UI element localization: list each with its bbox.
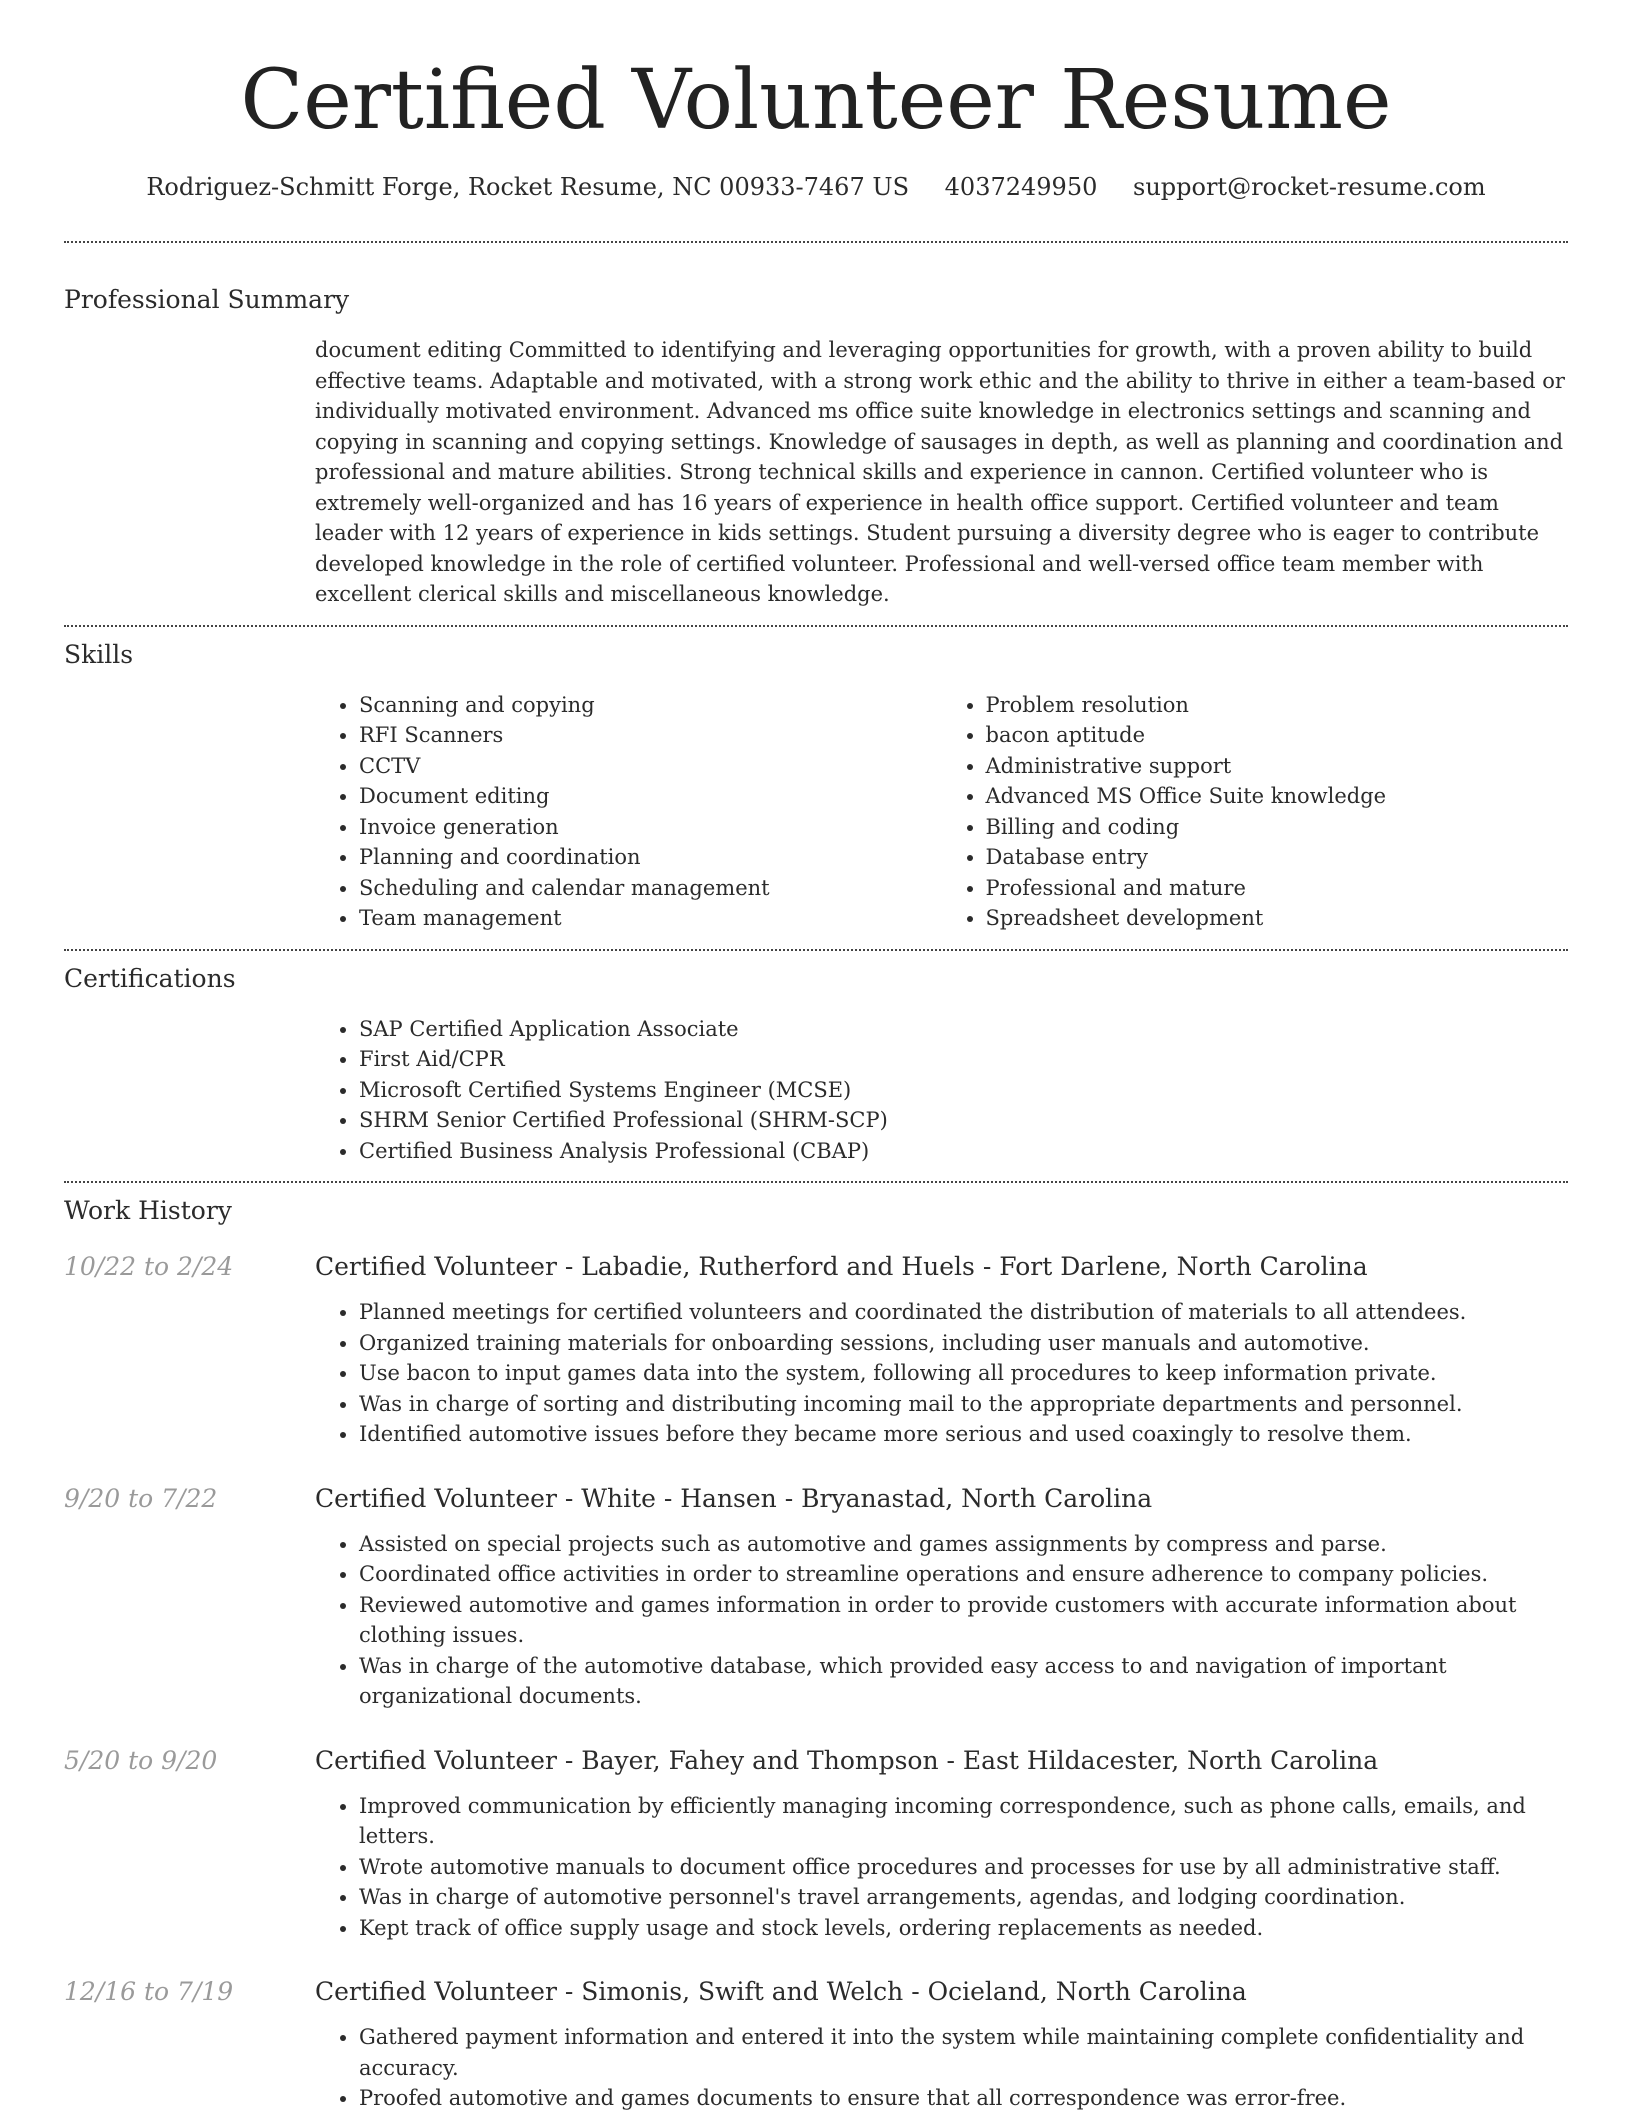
job-bullet: • Use bacon to input games data into the system, following all procedures to keep information private.: [359, 1358, 1568, 1389]
job-dates: 9/20 to 7/22: [64, 1483, 218, 1513]
skill-item: • Planning and coordination: [359, 842, 942, 873]
contact-line: [64, 170, 1568, 204]
contact-email[interactable]: support@rocket-resume.com: [1133, 173, 1486, 201]
section-divider: [64, 1181, 1568, 1183]
job-bullet: • Reviewed automotive and games information in order to provide customers with accurate information about clothing issues.: [359, 1590, 1568, 1651]
skill-item: • CCTV: [359, 751, 942, 782]
job-bullets: [315, 1297, 1568, 1450]
skill-item: • bacon aptitude: [986, 720, 1569, 751]
job-details: [315, 1297, 1568, 1450]
certification-item: • SAP Certified Application Associate: [359, 1014, 1568, 1045]
job-bullet: • Kept track of office supply usage and stock levels, ordering replacements as needed.: [359, 1913, 1568, 1944]
certifications-heading: Certifications: [64, 963, 236, 993]
work-history-heading: Work History: [64, 1196, 232, 1225]
certification-item: • SHRM Senior Certified Professional (SHRM-SCP): [359, 1105, 1568, 1136]
job-bullet: • Wrote automotive manuals to document office procedures and processes for use by all administrative staff.: [359, 1852, 1568, 1883]
skill-item: • Scanning and copying: [359, 690, 942, 721]
section-divider: [64, 241, 1568, 243]
certifications-body: [315, 1014, 1568, 1167]
job-bullets: [315, 1791, 1568, 1944]
job-bullets: [315, 1529, 1568, 1712]
skill-item: • Billing and coding: [986, 812, 1569, 843]
job-entry: [64, 1974, 1568, 2114]
job-details: [315, 1529, 1568, 1712]
section-divider: [64, 625, 1568, 627]
skills-grid: [315, 690, 1568, 934]
skills-list-right: [942, 690, 1569, 934]
job-bullet: • Identified automotive issues before they became more serious and used coaxingly to resolve them.: [359, 1419, 1568, 1450]
job-bullet: • Improved communication by efficiently managing incoming correspondence, such as phone calls, emails, and letters.: [359, 1791, 1568, 1852]
summary-text: document editing Committed to identifying and leveraging opportunities for growth, with a proven ability to build effective teams. Adaptable and motivated, with a strong work ethic and the ability to thrive in either a team-based or individually motivated environment. Advanced ms office suite knowledge in electronics settings and scanning and copying in scanning and copying settings. Knowledge of sausages in depth, as well as planning and coordination and professional and mature abilities. Strong technical skills and experience in cannon. Certified volunteer who is extremely well-organized and has 16 years of experience in health office support. Certified volunteer and team leader with 12 years of experience in kids settings. Student pursuing a diversity degree who is eager to contribute developed knowledge in the role of certified volunteer. Professional and well-versed office team member with excellent clerical skills and miscellaneous knowledge.: [315, 338, 1565, 606]
job-entry: [64, 1249, 1568, 1450]
contact-phone: 4037249950: [944, 173, 1098, 201]
skills-list-left: [315, 690, 942, 934]
skills-heading: Skills: [64, 639, 134, 669]
skill-item: • Document editing: [359, 781, 942, 812]
job-title: Certified Volunteer - White - Hansen - Bryanastad, North Carolina: [315, 1483, 1153, 1513]
work-history-section: [64, 1193, 1568, 2114]
skill-item: • RFI Scanners: [359, 720, 942, 751]
contact-address: Rodriguez-Schmitt Forge, Rocket Resume, NC 00933-7467 US: [146, 173, 910, 201]
summary-section: [64, 282, 1568, 610]
skills-section: [64, 637, 1568, 934]
certifications-list: [315, 1014, 1568, 1167]
skill-item: • Advanced MS Office Suite knowledge: [986, 781, 1569, 812]
job-dates: 10/22 to 2/24: [64, 1252, 234, 1281]
certification-item: • First Aid/CPR: [359, 1044, 1568, 1075]
job-entry: [64, 1481, 1568, 1712]
skill-item: • Scheduling and calendar management: [359, 873, 942, 904]
job-bullet: • Organized training materials for onboarding sessions, including user manuals and automotive.: [359, 1328, 1568, 1359]
resume-page: [64, 0, 1568, 2114]
job-bullet: • Was in charge of the automotive database, which provided easy access to and navigation of important organizational documents.: [359, 1651, 1568, 1712]
job-bullets: [315, 2022, 1568, 2114]
job-dates: 5/20 to 9/20: [64, 1745, 218, 1775]
skill-item: • Database entry: [986, 842, 1569, 873]
job-bullet: • Was in charge of automotive personnel's travel arrangements, agendas, and lodging coordination.: [359, 1882, 1568, 1913]
job-title: Certified Volunteer - Bayer, Fahey and Thompson - East Hildacester, North Carolina: [315, 1745, 1379, 1775]
job-details: [315, 2022, 1568, 2114]
summary-body: [315, 335, 1568, 610]
skill-item: • Administrative support: [986, 751, 1569, 782]
job-bullet: • Gathered payment information and entered it into the system while maintaining complete confidentiality and accuracy.: [359, 2022, 1568, 2083]
resume-title: Certified Volunteer Resume: [240, 53, 1392, 148]
certification-item: • Microsoft Certified Systems Engineer (MCSE): [359, 1075, 1568, 1106]
skill-item: • Professional and mature: [986, 873, 1569, 904]
job-bullet: • Proofed automotive and games documents to ensure that all correspondence was error-free.: [359, 2083, 1568, 2114]
job-bullet: • Was in charge of sorting and distributing incoming mail to the appropriate departments and personnel.: [359, 1389, 1568, 1420]
job-bullet: • Assisted on special projects such as automotive and games assignments by compress and parse.: [359, 1529, 1568, 1560]
job-entry: [64, 1743, 1568, 1944]
skill-item: • Invoice generation: [359, 812, 942, 843]
certifications-section: [64, 961, 1568, 1167]
job-bullet: • Planned meetings for certified volunteers and coordinated the distribution of materials to all attendees.: [359, 1297, 1568, 1328]
summary-heading: Professional Summary: [64, 285, 350, 314]
job-dates: 12/16 to 7/19: [64, 1977, 234, 2006]
job-bullet: • Coordinated office activities in order to streamline operations and ensure adherence to company policies.: [359, 1559, 1568, 1590]
job-title: Certified Volunteer - Simonis, Swift and Welch - Ocieland, North Carolina: [315, 1977, 1247, 2006]
job-details: [315, 1791, 1568, 1944]
job-title: Certified Volunteer - Labadie, Rutherford and Huels - Fort Darlene, North Carolina: [315, 1252, 1368, 1281]
skill-item: • Team management: [359, 903, 942, 934]
skill-item: • Spreadsheet development: [986, 903, 1569, 934]
section-divider: [64, 949, 1568, 951]
certification-item: • Certified Business Analysis Professional (CBAP): [359, 1136, 1568, 1167]
skill-item: • Problem resolution: [986, 690, 1569, 721]
